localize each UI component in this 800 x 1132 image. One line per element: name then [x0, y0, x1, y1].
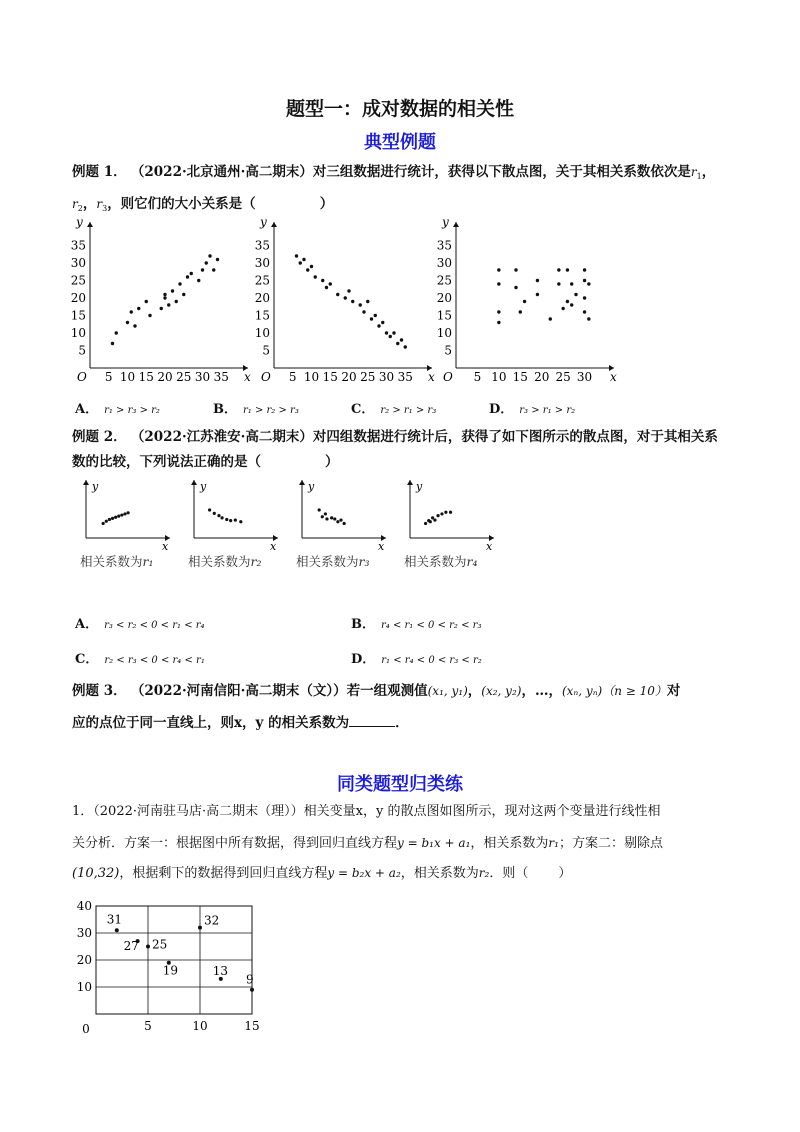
y-tick-label: 25: [436, 273, 452, 288]
data-point: [102, 522, 105, 525]
problem-1-number: 1．: [72, 804, 94, 819]
data-label: 25: [152, 937, 168, 952]
y-axis-arrow: [87, 222, 93, 227]
y-tick-label: 15: [70, 308, 86, 323]
x-tick-label: 35: [397, 370, 413, 384]
x-tick-label: 20: [341, 370, 357, 384]
mini-scatter-1: [76, 476, 174, 552]
data-point: [587, 317, 590, 320]
data-point: [404, 345, 407, 348]
point-1: (x₁, y₁): [427, 684, 468, 698]
var-r2: $r_2$: [72, 197, 83, 213]
var-r3: $r_3$: [96, 197, 108, 213]
data-point: [205, 261, 208, 264]
data-point: [310, 265, 313, 268]
data-point: [433, 518, 436, 521]
data-point: [295, 254, 298, 257]
data-point: [339, 518, 342, 521]
data-point: [197, 279, 200, 282]
data-label: 32: [204, 913, 220, 928]
x-tick-label: 10: [303, 370, 320, 384]
data-point: [583, 310, 586, 313]
origin-label: O: [443, 370, 453, 384]
data-point: [570, 303, 573, 306]
y-axis-label: y: [416, 480, 423, 493]
example-1-line-1: [72, 165, 732, 184]
example-3-question: 应的点位于同一直线上，则x，y 的相关系数为: [72, 715, 350, 731]
data-point: [392, 331, 395, 334]
problem-1-text-6: ，相关系数为: [400, 866, 479, 881]
data-point: [186, 275, 189, 278]
data-point: [329, 282, 332, 285]
ex1-option-d[interactable]: D． r₃ > r₁ > r₂: [489, 402, 576, 417]
data-point: [536, 293, 539, 296]
x-axis-label: x: [428, 370, 435, 384]
data-point: [362, 310, 365, 313]
data-point: [178, 282, 181, 285]
y-tick-label: 30: [254, 256, 270, 270]
data-point: [497, 282, 500, 285]
data-point: [344, 296, 347, 299]
example-2-label: 例题 2．: [72, 429, 127, 445]
data-point: [145, 300, 148, 303]
y-tick-label: 25: [254, 273, 270, 288]
data-point: [225, 518, 228, 521]
example-1-source: （2022·北京通州·高二期末）: [130, 164, 313, 180]
data-point: [133, 324, 136, 327]
example-2-source: （2022·江苏淮安·高二期末）: [130, 429, 313, 445]
x-tick-label: 10: [119, 370, 136, 384]
data-point: [523, 300, 526, 303]
x-axis-label: x: [610, 370, 617, 384]
data-point: [351, 300, 354, 303]
data-point: [336, 293, 339, 296]
x-tick-label: 5: [473, 370, 482, 384]
data-point: [146, 945, 150, 949]
mini-scatter-4: [400, 476, 498, 552]
data-label: 13: [212, 963, 229, 978]
mini-caption-1: 相关系数为r₁: [80, 554, 154, 569]
y-tick-label: 5: [78, 343, 86, 358]
x-tick-label: 30: [576, 370, 593, 384]
data-point: [440, 512, 443, 515]
x-tick-label: 15: [244, 1019, 260, 1033]
y-tick-label: 10: [254, 326, 270, 340]
y-axis-arrow: [453, 222, 459, 227]
data-point: [549, 317, 552, 320]
data-point: [574, 293, 577, 296]
data-point: [163, 293, 166, 296]
problem-1-source: （2022·河南驻马店·高二期末（理））: [93, 804, 304, 819]
data-point: [325, 286, 328, 289]
x-axis-label: x: [244, 370, 251, 384]
y-tick-label: 40: [76, 899, 92, 913]
data-point: [583, 296, 586, 299]
y-axis-label: y: [200, 480, 207, 493]
data-point: [111, 517, 114, 520]
ex2-option-a[interactable]: A． r₃ < r₂ < 0 < r₁ < r₄: [75, 617, 205, 632]
example-1-line-2: [72, 197, 732, 216]
y-tick-label: 10: [70, 326, 86, 340]
data-point: [198, 926, 202, 930]
mini-caption-3: 相关系数为r₃: [296, 554, 370, 569]
ex2-option-b[interactable]: B． r₄ < r₁ < 0 < r₂ < r₃: [351, 617, 482, 632]
y-axis-arrow: [407, 480, 413, 485]
mini-scatter-2: [184, 476, 282, 552]
x-tick-label: 30: [378, 370, 395, 384]
y-tick-label: 35: [70, 238, 86, 253]
comma: ，: [82, 196, 97, 212]
y-tick-label: 10: [436, 326, 452, 340]
data-point: [120, 513, 123, 516]
x-tick-label: 0: [82, 1022, 90, 1036]
data-point: [583, 279, 586, 282]
data-point: [336, 520, 339, 523]
data-point: [108, 518, 111, 521]
data-point: [424, 522, 427, 525]
data-point: [431, 516, 434, 519]
data-point: [557, 268, 560, 271]
y-tick-label: 30: [436, 256, 452, 270]
y-tick-label: 35: [436, 238, 452, 253]
data-point: [306, 268, 309, 271]
x-tick-label: 15: [512, 370, 528, 384]
y-axis-label: y: [76, 218, 83, 229]
x-axis-label: x: [162, 540, 169, 552]
data-point: [389, 335, 392, 338]
data-point: [343, 522, 346, 525]
x-tick-label: 25: [555, 370, 571, 384]
data-point: [175, 300, 178, 303]
x-tick-label: 5: [288, 370, 297, 384]
data-point: [587, 282, 590, 285]
data-point: [497, 310, 500, 313]
y-axis-arrow: [191, 480, 197, 485]
x-tick-label: 25: [176, 370, 192, 384]
problem-1-text: 相关变量x，y 的散点图如图所示，现对这两个变量进行线性相: [303, 804, 661, 819]
data-point: [114, 516, 117, 519]
y-tick-label: 35: [254, 238, 270, 253]
data-point: [148, 314, 151, 317]
x-tick-label: 5: [104, 370, 113, 384]
point-2: (x₂, y₂): [481, 684, 522, 698]
data-point: [137, 307, 140, 310]
x-tick-label: 20: [157, 370, 173, 384]
data-point: [314, 275, 317, 278]
y-axis-label: y: [308, 480, 315, 493]
data-point: [370, 317, 373, 320]
data-point: [171, 289, 174, 292]
mini-caption-2: 相关系数为r₂: [188, 554, 262, 569]
close-paren: ）: [319, 196, 334, 212]
y-axis-label: y: [92, 480, 99, 493]
ex1-option-c[interactable]: C． r₂ > r₁ > r₃: [351, 402, 437, 417]
data-point: [385, 331, 388, 334]
mini-caption-4: 相关系数为r₄: [404, 554, 478, 569]
example-3-line-2: [72, 716, 732, 730]
x-tick-label: 10: [491, 370, 507, 384]
example-3-source: （2022·河南信阳·高二期末（文））: [130, 683, 347, 699]
close-paren: ）: [325, 454, 339, 470]
data-point: [536, 279, 539, 282]
x-axis-label: x: [378, 540, 385, 552]
ellipsis: ，…，: [521, 683, 562, 699]
ex2-option-c[interactable]: C． r₂ < r₃ < 0 < r₄ < r₁: [75, 652, 205, 667]
data-point: [444, 511, 447, 514]
data-point: [216, 258, 219, 261]
x-axis-label: x: [486, 540, 493, 552]
example-3-text: 若一组观测值: [346, 683, 428, 699]
data-point: [208, 508, 211, 511]
x-tick-label: 15: [322, 370, 338, 384]
mini-scatter-3: [292, 476, 390, 552]
y-tick-label: 20: [70, 291, 86, 305]
data-point: [250, 988, 254, 992]
y-tick-label: 15: [254, 308, 270, 323]
data-point: [115, 928, 119, 932]
section-title-practice: 同类题型归类练: [337, 774, 463, 795]
data-label: 19: [162, 963, 179, 978]
x-axis-label: x: [270, 540, 277, 552]
data-point: [127, 511, 130, 514]
regression-eq-2: y = b₂x + a₂: [327, 866, 401, 880]
y-tick-label: 20: [436, 291, 452, 305]
data-point: [514, 286, 517, 289]
point-n: (xₙ, yₙ): [561, 684, 603, 698]
data-point: [126, 321, 129, 324]
y-tick-label: 30: [70, 256, 86, 270]
problem-1-text-2: 关分析．方案一：根据图中所有数据，得到回归直线方程: [72, 836, 398, 851]
data-point: [374, 314, 377, 317]
data-point: [182, 293, 185, 296]
data-point: [497, 268, 500, 271]
data-point: [566, 268, 569, 271]
problem-1-line-2: [72, 836, 732, 851]
data-point: [449, 511, 452, 514]
data-point: [213, 512, 216, 515]
close-paren: ）: [558, 866, 572, 881]
y-tick-label: 25: [70, 273, 86, 288]
data-point: [497, 321, 500, 324]
data-point: [377, 324, 380, 327]
data-point: [302, 258, 305, 261]
var-r1: $r_1$: [690, 165, 702, 181]
data-point: [347, 289, 350, 292]
data-point: [436, 514, 439, 517]
example-2-text: 对四组数据进行统计后，获得了如下图所示的散点图，对于其相关系: [312, 429, 718, 445]
y-axis-arrow: [271, 222, 277, 227]
data-point: [130, 310, 133, 313]
data-point: [570, 282, 573, 285]
data-point: [299, 261, 302, 264]
y-axis-label: y: [260, 218, 267, 229]
data-label: 27: [123, 939, 139, 954]
comma: ，: [701, 164, 716, 180]
data-point: [105, 520, 108, 523]
example-2-question: 数的比较，下列说法正确的是（: [72, 454, 261, 470]
example-3-text-end: 对: [666, 683, 681, 699]
origin-label: O: [261, 370, 271, 384]
comma: ，: [467, 683, 482, 699]
y-tick-label: 20: [76, 953, 92, 967]
data-point: [321, 279, 324, 282]
data-point: [123, 512, 126, 515]
data-point: [212, 268, 215, 271]
problem-1-text-7: ．则（: [489, 866, 529, 881]
period: ．: [395, 715, 409, 731]
data-point: [400, 338, 403, 341]
example-1-text: 对三组数据进行统计，获得以下散点图，关于其相关系数依次是: [312, 164, 691, 180]
data-point: [208, 254, 211, 257]
y-axis-arrow: [299, 480, 305, 485]
x-tick-label: 25: [360, 370, 376, 384]
example-2-line-2: [72, 455, 732, 469]
data-point: [111, 342, 114, 345]
problem-1-line-3: [72, 866, 732, 881]
condition: （n ≥ 10）: [602, 684, 667, 698]
data-point: [519, 310, 522, 313]
scatter-plot-b: [250, 218, 440, 388]
y-tick-label: 20: [254, 291, 270, 305]
problem-1-text-4: ；方案二：剔除点: [558, 836, 663, 851]
y-tick-label: 30: [76, 926, 92, 940]
data-point: [429, 520, 432, 523]
var-r1: r₁: [548, 836, 559, 850]
data-point: [325, 517, 328, 520]
problem-1-text-5: ，根据剩下的数据得到回归直线方程: [119, 866, 328, 881]
ex2-option-d[interactable]: D． r₁ < r₄ < 0 < r₃ < r₂: [351, 652, 482, 667]
scatter-plot-c: [432, 218, 622, 388]
data-point: [234, 518, 237, 521]
y-tick-label: 5: [262, 343, 270, 358]
x-tick-label: 5: [144, 1019, 152, 1033]
problem-1-line-1: [72, 805, 732, 819]
data-point: [359, 303, 362, 306]
data-point: [201, 268, 204, 271]
origin-label: O: [77, 370, 87, 384]
example-3-line-1: [72, 684, 732, 698]
y-tick-label: 10: [76, 980, 92, 994]
data-point: [330, 516, 333, 519]
data-point: [229, 519, 232, 522]
page-title: 题型一：成对数据的相关性: [285, 98, 514, 120]
ex1-option-b[interactable]: B． r₁ > r₂ > r₃: [213, 402, 299, 417]
data-label: 9: [246, 972, 254, 987]
section-title-examples: 典型例题: [364, 132, 436, 153]
data-point: [190, 272, 193, 275]
var-r2: r₂: [478, 866, 490, 880]
data-point: [561, 307, 564, 310]
problem-1-text-3: ，相关系数为: [470, 836, 549, 851]
data-point: [514, 268, 517, 271]
data-point: [321, 515, 324, 518]
regression-eq-1: y = b₁x + a₁: [397, 836, 471, 850]
y-axis-arrow: [83, 480, 89, 485]
data-point: [396, 342, 399, 345]
removed-point: (10,32): [72, 866, 120, 881]
x-tick-label: 30: [194, 370, 211, 384]
x-tick-label: 20: [534, 370, 550, 384]
data-point: [318, 508, 321, 511]
x-tick-label: 15: [138, 370, 154, 384]
example-2-line-1: [72, 430, 732, 444]
x-tick-label: 10: [192, 1019, 208, 1033]
example-1-question: ，则它们的大小关系是（: [107, 196, 256, 212]
ex1-option-a[interactable]: A． r₁ > r₃ > r₂: [75, 402, 160, 417]
example-3-label: 例题 3．: [72, 683, 127, 699]
y-tick-label: 15: [436, 308, 452, 323]
data-point: [324, 512, 327, 515]
data-point: [366, 300, 369, 303]
answer-blank[interactable]: [349, 716, 395, 727]
data-point: [557, 282, 560, 285]
y-axis-label: y: [442, 218, 449, 229]
data-label: 31: [106, 912, 123, 927]
scatter-plot-a: [66, 218, 256, 388]
data-point: [381, 321, 384, 324]
data-point: [583, 268, 586, 271]
scatter-plot-d: [68, 896, 278, 1036]
data-point: [163, 296, 166, 299]
data-point: [217, 514, 220, 517]
data-point: [239, 520, 242, 523]
x-tick-label: 35: [213, 370, 229, 384]
data-point: [333, 517, 336, 520]
example-1-label: 例题 1．: [72, 164, 127, 180]
data-point: [117, 515, 120, 518]
data-point: [115, 331, 118, 334]
data-point: [160, 307, 163, 310]
data-point: [167, 303, 170, 306]
data-point: [220, 516, 223, 519]
data-point: [566, 300, 569, 303]
y-tick-label: 5: [444, 343, 452, 358]
